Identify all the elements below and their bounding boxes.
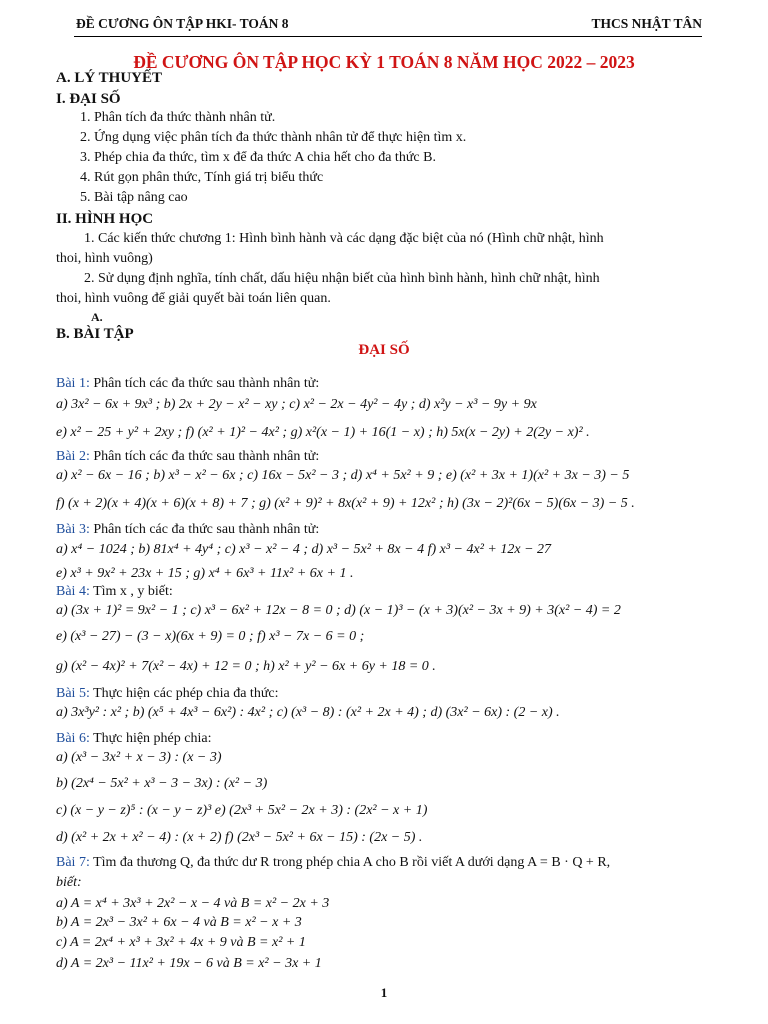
header-right: THCS NHẬT TÂN bbox=[591, 16, 702, 31]
exercise-line bbox=[56, 629, 364, 645]
algebra-item: 5. Bài tập nâng cao bbox=[80, 190, 188, 205]
exercise-text: b) A = 2x³ − 3x² + 6x − 4 và B = x² − x + 3 bbox=[56, 915, 302, 930]
algebra-heading: I. ĐẠI SỐ bbox=[56, 91, 121, 107]
exercise-title bbox=[56, 731, 211, 747]
exercise-text: a) x² − 6x − 16 ; b) x³ − x² − 6x ; c) 16x − 5x² − 3 ; d) x⁴ + 5x² + 9 ; e) (x² + 3x + 1)(x² + 3x − 3) − 5 bbox=[56, 468, 630, 483]
exercise-text: a) (x³ − 3x² + x − 3) : (x − 3) bbox=[56, 750, 222, 765]
exercise-text: Thực hiện phép chia: bbox=[89, 731, 212, 746]
exercise-line bbox=[56, 830, 422, 846]
exercise-label: Bài 5: bbox=[56, 686, 90, 701]
exercise-text: Tìm đa thương Q, đa thức dư R trong phép chia A cho B rồi viết A dưới dạng A = B · Q + R, bbox=[89, 855, 611, 870]
exercise-line bbox=[56, 659, 436, 675]
exercise-text: a) 3x² − 6x + 9x³ ; b) 2x + 2y − x² − xy ; c) x² − 2x − 4y² − 4y ; d) x²y − x³ − 9y + 9x bbox=[56, 397, 537, 412]
exercise-label: Bài 7: bbox=[56, 855, 90, 870]
exercise-text: biết: bbox=[56, 875, 82, 890]
exercise-label: Bài 1: bbox=[56, 376, 90, 391]
exercise-label: Bài 2: bbox=[56, 449, 90, 464]
header-left: ĐỀ CƯƠNG ÔN TẬP HKI- TOÁN 8 bbox=[76, 16, 289, 31]
exercise-line bbox=[56, 705, 560, 721]
exercise-line bbox=[56, 776, 267, 792]
geometry-line: thoi, hình vuông) bbox=[56, 251, 153, 266]
exercise-text: e) x² − 25 + y² + 2xy ; f) (x² + 1)² − 4x² ; g) x²(x − 1) + 16(1 − x) ; h) 5x(x − 2y) + 2(2y − x)² . bbox=[56, 425, 590, 440]
page-number: 1 bbox=[380, 985, 388, 1000]
exercise-label: Bài 4: bbox=[56, 584, 90, 599]
exercise-title bbox=[56, 522, 319, 538]
exercise-label: Bài 3: bbox=[56, 522, 90, 537]
exercise-text: d) (x² + 2x + x² − 4) : (x + 2) f) (2x³ − 5x² + 6x − 15) : (2x − 5) . bbox=[56, 830, 423, 845]
exercise-line bbox=[56, 566, 353, 582]
exercise-text: c) A = 2x⁴ + x³ + 3x² + 4x + 9 và B = x² + 1 bbox=[56, 935, 306, 950]
exercise-text: Thực hiện các phép chia đa thức: bbox=[89, 686, 279, 701]
exercise-text: Phân tích các đa thức sau thành nhân tử: bbox=[89, 522, 320, 537]
exercise-line bbox=[56, 875, 82, 891]
exercise-title bbox=[56, 449, 319, 465]
exercise-line bbox=[56, 425, 590, 441]
exercise-text: e) x³ + 9x² + 23x + 15 ; g) x⁴ + 6x³ + 11x² + 6x + 1 . bbox=[56, 566, 354, 581]
exercise-label: Bài 6: bbox=[56, 731, 90, 746]
exercise-title bbox=[56, 686, 279, 702]
exercise-line bbox=[56, 496, 635, 512]
document-title: ĐỀ CƯƠNG ÔN TẬP HỌC KỲ 1 TOÁN 8 NĂM HỌC 2022 – 2023 bbox=[133, 52, 635, 72]
algebra-item: 3. Phép chia đa thức, tìm x để đa thức A chia hết cho đa thức B. bbox=[80, 150, 436, 165]
exercises-heading: B. BÀI TẬP bbox=[56, 326, 134, 342]
algebra-item: 4. Rút gọn phân thức, Tính giá trị biểu thức bbox=[80, 170, 324, 185]
algebra-item: 2. Ứng dụng việc phân tích đa thức thành nhân tử để thực hiện tìm x. bbox=[80, 130, 467, 145]
exercise-line bbox=[56, 750, 222, 766]
geometry-heading: II. HÌNH HỌC bbox=[56, 211, 154, 227]
exercise-text: a) 3x³y² : x² ; b) (x⁵ + 4x³ − 6x²) : 4x² ; c) (x³ − 8) : (x² + 2x + 4) ; d) (3x² − 6x) : (2 − x) . bbox=[56, 705, 560, 720]
exercise-line bbox=[56, 397, 537, 413]
exercise-line bbox=[56, 542, 551, 558]
exercise-text: a) x⁴ − 1024 ; b) 81x⁴ + 4y⁴ ; c) x³ − x² − 4 ; d) x³ − 5x² + 8x − 4 f) x³ − 4x² + 12x − 27 bbox=[56, 542, 552, 557]
exercise-text: e) (x³ − 27) − (3 − x)(6x + 9) = 0 ; f) x³ − 7x − 6 = 0 ; bbox=[56, 629, 365, 644]
exercise-title bbox=[56, 855, 610, 871]
exercise-text: g) (x² − 4x)² + 7(x² − 4x) + 12 = 0 ; h) x² + y² − 6x + 6y + 18 = 0 . bbox=[56, 659, 436, 674]
exercise-text: c) (x − y − z)⁵ : (x − y − z)³ e) (2x³ + 5x² − 2x + 3) : (2x² − x + 1) bbox=[56, 803, 428, 818]
exercise-text: a) A = x⁴ + 3x³ + 2x² − x − 4 và B = x² − 2x + 3 bbox=[56, 896, 330, 911]
geometry-line: 2. Sử dụng định nghĩa, tính chất, dấu hiệu nhận biết của hình bình hành, hình chữ nhật, hình bbox=[84, 271, 600, 286]
geometry-line: 1. Các kiến thức chương 1: Hình bình hành và các dạng đặc biệt của nó (Hình chữ nhật, hình bbox=[84, 231, 604, 246]
exercise-line bbox=[56, 468, 629, 484]
exercise-text: Tìm x , y biết: bbox=[89, 584, 173, 599]
exercises-subheading: ĐẠI SỐ bbox=[358, 342, 410, 358]
algebra-item: 1. Phân tích đa thức thành nhân tử. bbox=[80, 110, 276, 125]
exercise-line bbox=[56, 956, 322, 972]
theory-heading: A. LÝ THUYẾT bbox=[56, 70, 162, 86]
exercise-line bbox=[56, 896, 329, 912]
exercise-line bbox=[56, 915, 302, 931]
page-header bbox=[74, 16, 702, 37]
exercise-text: Phân tích các đa thức sau thành nhân tử: bbox=[89, 449, 320, 464]
exercise-text: f) (x + 2)(x + 4)(x + 6)(x + 8) + 7 ; g) (x² + 9)² + 8x(x² + 9) + 12x² ; h) (3x − 2)²(6x − 5)(6x − 3) − 5 . bbox=[56, 496, 635, 511]
exercise-text: b) (2x⁴ − 5x² + x³ − 3 − 3x) : (x² − 3) bbox=[56, 776, 268, 791]
exercise-title bbox=[56, 584, 173, 600]
exercise-line bbox=[56, 603, 621, 619]
exercise-line bbox=[56, 803, 427, 819]
geometry-line: A. bbox=[91, 310, 103, 324]
exercise-text: a) (3x + 1)² = 9x² − 1 ; c) x³ − 6x² + 12x − 8 = 0 ; d) (x − 1)³ − (x + 3)(x² − 3x + 9) + 3(x² − 4) = 2 bbox=[56, 603, 621, 618]
exercise-text: Phân tích các đa thức sau thành nhân tử: bbox=[89, 376, 320, 391]
geometry-line: thoi, hình vuông để giải quyết bài toán liên quan. bbox=[56, 291, 331, 306]
exercise-title bbox=[56, 376, 319, 392]
exercise-line bbox=[56, 935, 306, 951]
exercise-text: d) A = 2x³ − 11x² + 19x − 6 và B = x² − 3x + 1 bbox=[56, 956, 322, 971]
